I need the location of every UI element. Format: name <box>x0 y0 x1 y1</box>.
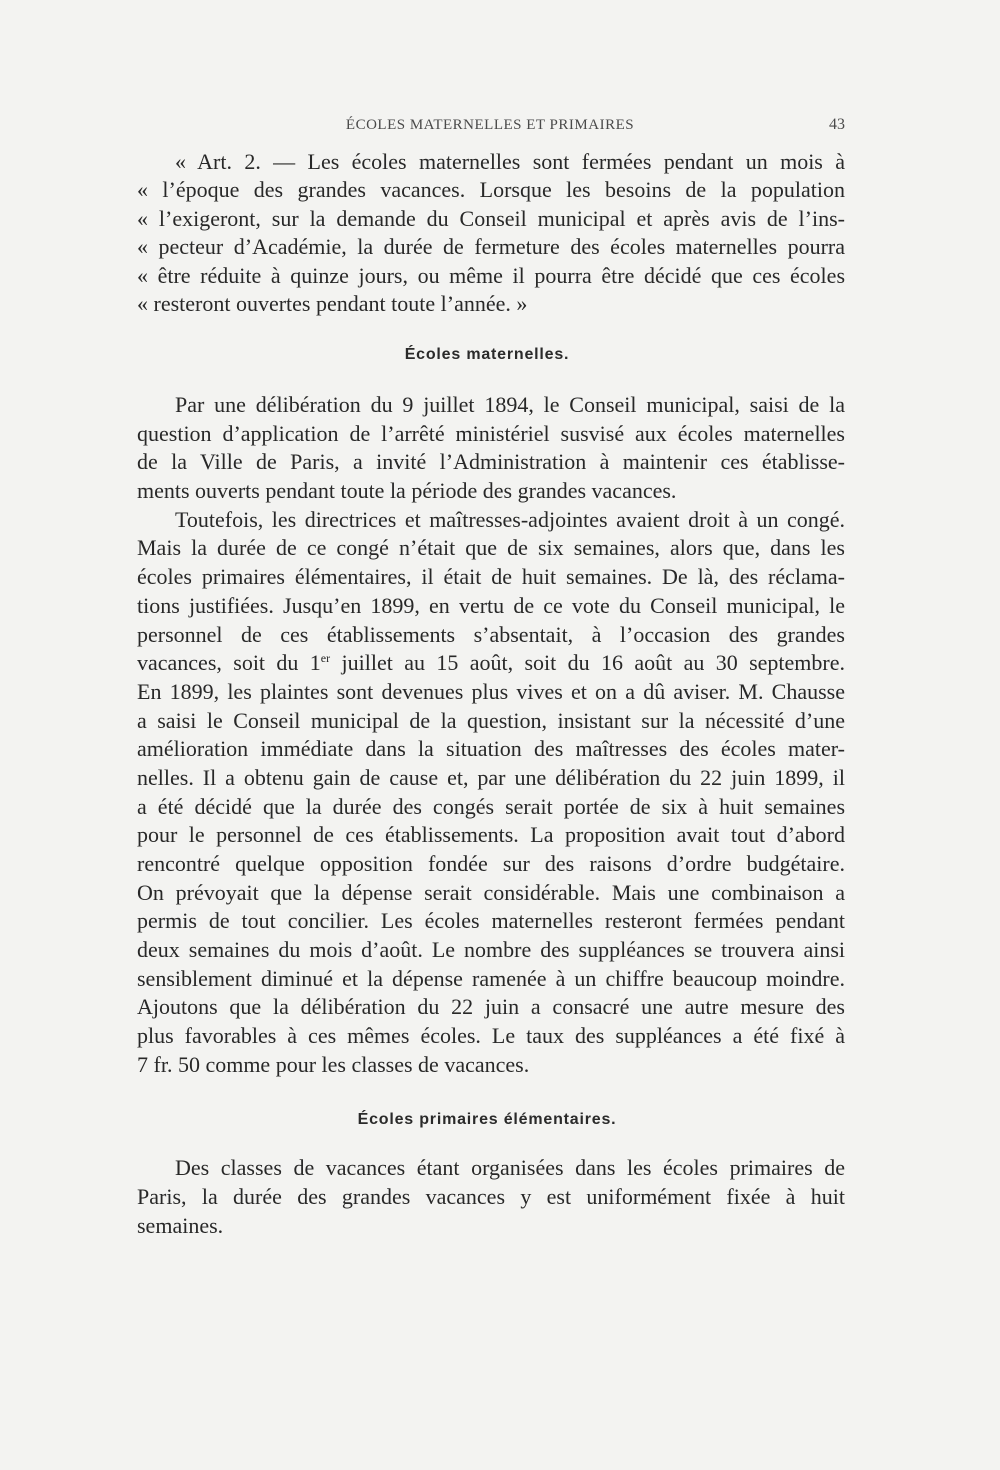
paragraph-line: Paris, la durée des grandes vacances y est uniformément fixée à huit <box>137 1184 845 1209</box>
section-heading-ecoles-primaires: Écoles primaires élémentaires. <box>357 1111 617 1128</box>
paragraph-line: Des classes de vacances étant organisées dans les écoles primaires de <box>175 1155 845 1180</box>
paragraph-line: Toutefois, les directrices et maîtresses-adjointes avaient droit à un congé. <box>175 506 845 532</box>
paragraph-line: pour le personnel de ces établissements. La proposition avait tout d’abord <box>137 822 845 848</box>
line-text: juillet au 15 août, soit du 16 août au 30 septembre. <box>330 650 846 676</box>
paragraph-line: amélioration immédiate dans la situation des maîtresses des écoles mater- <box>137 736 845 762</box>
paragraph-line: nelles. Il a obtenu gain de cause et, par une délibération du 22 juin 1899, il <box>137 764 845 790</box>
line-text: vacances, soit du 1 <box>137 650 321 676</box>
paragraph-line: Ajoutons que la délibération du 22 juin a consacré une autre mesure des <box>137 994 845 1020</box>
paragraph-line <box>137 649 845 678</box>
paragraph-line: a été décidé que la durée des congés serait portée de six à huit semaines <box>137 793 845 819</box>
ordinal-superscript: er <box>320 651 331 666</box>
paragraph-line: deux semaines du mois d’août. Le nombre des suppléances se trouvera ainsi <box>137 937 845 963</box>
running-header <box>137 114 845 136</box>
quoted-article <box>137 148 845 318</box>
quote-line: « resteront ouvertes pendant toute l’année. » <box>137 290 528 316</box>
section-2-body <box>137 1153 845 1240</box>
paragraph-line: En 1899, les plaintes sont devenues plus vives et on a dû aviser. M. Chausse <box>137 678 845 704</box>
quote-line: « l’époque des grandes vacances. Lorsque les besoins de la population <box>137 177 845 203</box>
paragraph-line: Par une délibération du 9 juillet 1894, le Conseil municipal, saisi de la <box>175 392 845 417</box>
paragraph-line: 7 fr. 50 comme pour les classes de vacances. <box>137 1051 530 1077</box>
page-number: 43 <box>829 116 845 133</box>
paragraph-line: personnel de ces établissements s’absentait, à l’occasion des grandes <box>137 621 845 647</box>
paragraph-line: rencontré quelque opposition fondée sur des raisons d’ordre budgétaire. <box>137 851 845 876</box>
paragraph-line: écoles primaires élémentaires, il était de huit semaines. De là, des réclama- <box>137 564 845 590</box>
quote-line: « Art. 2. — Les écoles maternelles sont fermées pendant un mois à <box>175 149 845 174</box>
quote-line: « l’exigeront, sur la demande du Conseil municipal et après avis de l’ins- <box>137 205 845 231</box>
quote-line: « pecteur d’Académie, la durée de fermeture des écoles maternelles pourra <box>137 234 845 260</box>
section-1-body <box>137 391 845 1080</box>
paragraph-line: a saisi le Conseil municipal de la question, insistant sur la nécessité d’une <box>137 707 845 733</box>
paragraph-line: Mais la durée de ce congé n’était que de six semaines, alors que, dans les <box>137 535 845 561</box>
paragraph-line: ments ouverts pendant toute la période des grandes vacances. <box>137 478 677 504</box>
paragraph-line: question d’application de l’arrêté ministériel susvisé aux écoles maternelles <box>137 420 845 446</box>
paragraph-line: permis de tout concilier. Les écoles maternelles resteront fermées pendant <box>137 908 845 934</box>
paragraph-line: de la Ville de Paris, a invité l’Administration à maintenir ces établisse- <box>137 449 845 475</box>
paragraph-line: semaines. <box>137 1213 224 1238</box>
paragraph-line: On prévoyait que la dépense serait considérable. Mais une combinaison a <box>137 879 845 905</box>
running-title: ÉCOLES MATERNELLES ET PRIMAIRES <box>345 117 635 133</box>
paragraph-line: tions justifiées. Jusqu’en 1899, en vertu de ce vote du Conseil municipal, le <box>137 592 845 618</box>
paragraph-line: plus favorables à ces mêmes écoles. Le taux des suppléances a été fixé à <box>137 1023 845 1049</box>
quote-line: « être réduite à quinze jours, ou même il pourra être décidé que ces écoles <box>137 262 845 288</box>
paragraph-line: sensiblement diminué et la dépense ramenée à un chiffre beaucoup moindre. <box>137 965 845 991</box>
section-heading-ecoles-maternelles: Écoles maternelles. <box>404 346 570 363</box>
